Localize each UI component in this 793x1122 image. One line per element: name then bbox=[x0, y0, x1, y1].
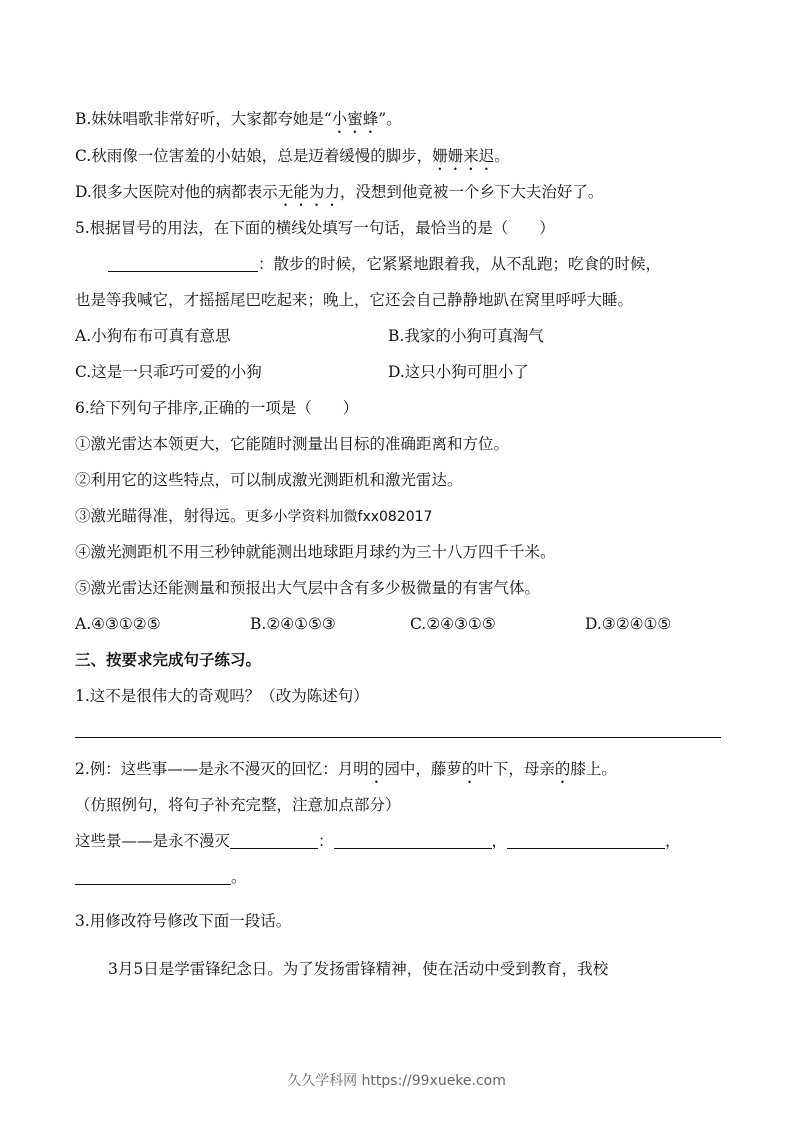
s3-q2-colon: ： bbox=[318, 832, 334, 850]
q6-option-a: A.④③①②⑤ bbox=[75, 615, 161, 633]
s3-q2-text-c: 叶下，母亲 bbox=[477, 760, 555, 778]
q4-option-d bbox=[75, 181, 603, 210]
q4-option-b-end: ”。 bbox=[378, 110, 402, 128]
s3-q2-dot-1: 的 bbox=[368, 760, 385, 778]
q6-stem: 6.给下列句子排序,正确的一项是（ ） bbox=[75, 399, 359, 417]
s3-question-2-example bbox=[75, 758, 617, 787]
q4-option-b-dotted: 小蜜蜂 bbox=[331, 110, 379, 128]
q6-sentence-1: ①激光雷达本领更大，它能随时测量出目标的准确距离和方位。 bbox=[75, 435, 510, 453]
s3-q2-period: 。 bbox=[231, 868, 247, 886]
q5-passage-line-2: 也是等我喊它，才摇摇尾巴吃起来；晚上，它还会自己静静地趴在窝里呼呼大睡。 bbox=[75, 291, 634, 309]
s3-q2-dot-2: 的 bbox=[461, 760, 478, 778]
q4-option-b-text: B.妹妹唱歌非常好听，大家都夸她是“ bbox=[75, 110, 332, 128]
s3-question-3: 3.用修改符号修改下面一段话。 bbox=[75, 912, 292, 930]
q4-option-c-dotted: 姗姗来迟 bbox=[432, 147, 495, 165]
s3-q2-note: （仿照例句，将句子补充完整，注意加点部分） bbox=[75, 796, 401, 814]
q4-option-c-text: C.秋雨像一位害羞的小姑娘，总是迈着缓慢的脚步， bbox=[75, 147, 433, 165]
s3-q2-fill-line bbox=[75, 830, 681, 852]
q6-sentence-5: ⑤激光雷达还能测量和预报出大气层中含有多少极微量的有害气体。 bbox=[75, 579, 541, 597]
s3-q2-dot-3: 的 bbox=[554, 760, 571, 778]
q4-option-b bbox=[75, 108, 402, 137]
q4-option-c-end: 。 bbox=[494, 147, 510, 165]
s3-q2-blank-4[interactable] bbox=[75, 868, 231, 885]
q6-option-d: D.③②④①⑤ bbox=[585, 615, 672, 633]
q6-sentence-3-text: ③激光瞄得准，射得远。 bbox=[75, 507, 246, 525]
s3-q2-fill-prefix: 这些景——是永不漫灭 bbox=[75, 832, 231, 850]
s3-q2-comma-1: ， bbox=[491, 832, 508, 850]
watermark-text: 更多小学资料加微fxx082017 bbox=[245, 509, 433, 525]
q5-option-a: A.小狗布布可真有意思 bbox=[75, 327, 231, 345]
s3-q2-text-b: 园中，藤萝 bbox=[384, 760, 462, 778]
q5-option-b: B.我家的小狗可真淘气 bbox=[388, 327, 544, 345]
s3-q2-blank-3[interactable] bbox=[507, 832, 665, 849]
s3-q2-text-d: 膝上。 bbox=[570, 760, 617, 778]
q4-option-d-text: D.很多大医院对他的病都表示 bbox=[75, 183, 278, 201]
q4-option-d-end: ，没想到他竟被一个乡下大夫治好了。 bbox=[339, 183, 604, 201]
section-3-heading: 三、按要求完成句子练习。 bbox=[75, 650, 262, 669]
s3-q2-text-a: 2.例：这些事——是永不漫灭的回忆：月明 bbox=[75, 760, 369, 778]
q6-option-c: C.②④③①⑤ bbox=[410, 615, 496, 633]
q5-passage-line-1 bbox=[108, 253, 661, 275]
q6-sentence-4: ④激光测距机不用三秒钟就能测出地球距月球约为三十八万四千千米。 bbox=[75, 543, 556, 561]
s3-q2-blank-2[interactable] bbox=[334, 832, 492, 849]
q5-answer-blank[interactable] bbox=[108, 255, 258, 272]
s3-q2-fill-line-2 bbox=[75, 866, 247, 888]
q6-sentence-3 bbox=[75, 505, 432, 528]
q6-sentence-2: ②利用它的这些特点，可以制成激光测距机和激光雷达。 bbox=[75, 471, 463, 489]
q4-option-d-dotted: 无能为力 bbox=[277, 183, 340, 201]
s3-q1-answer-line[interactable] bbox=[75, 737, 721, 738]
s3-q2-blank-1[interactable] bbox=[230, 832, 318, 849]
s3-q2-comma-2: ， bbox=[665, 832, 681, 850]
s3-question-1: 1.这不是很伟大的奇观吗？（改为陈述句） bbox=[75, 687, 369, 705]
footer-site: 久久学科网 https://99xueke.com bbox=[287, 1073, 506, 1089]
s3-q3-passage: 3月5日是学雷锋纪念日。为了发扬雷锋精神，使在活动中受到教育，我校 bbox=[108, 960, 609, 978]
q4-option-c bbox=[75, 145, 510, 174]
q5-option-d: D.这只小狗可胆小了 bbox=[388, 363, 529, 381]
q6-option-b: B.②④①⑤③ bbox=[250, 615, 336, 633]
q5-stem: 5.根据冒号的用法，在下面的横线处填写一句话，最恰当的是（ ） bbox=[75, 219, 555, 237]
q5-option-c: C.这是一只乖巧可爱的小狗 bbox=[75, 363, 262, 381]
q5-passage-text-1: ：散步的时候，它紧紧地跟着我，从不乱跑；吃食的时候， bbox=[258, 255, 662, 273]
